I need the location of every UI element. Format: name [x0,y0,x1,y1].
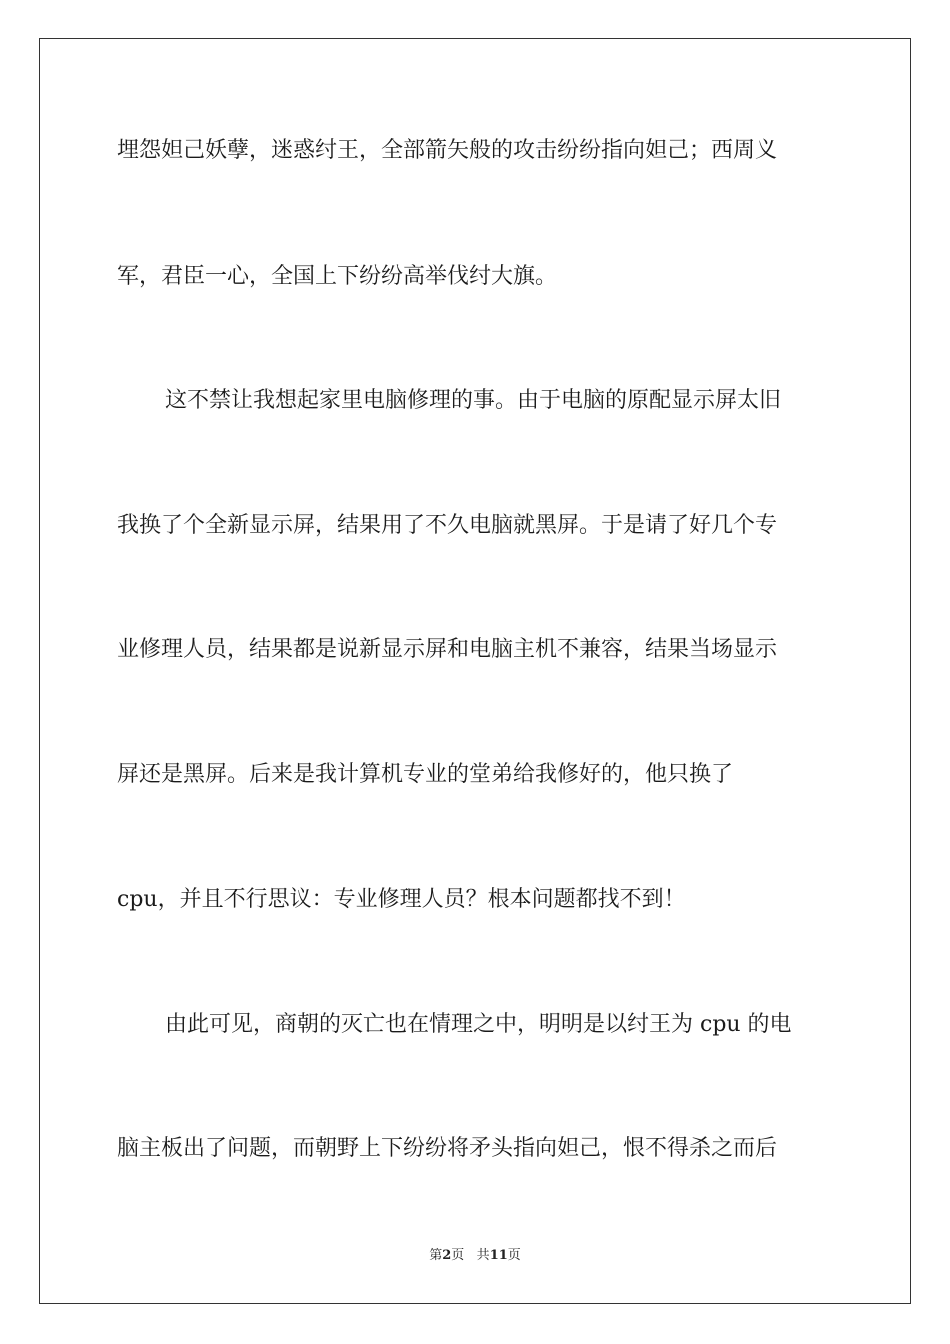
text-line: 业修理人员，结果都是说新显示屏和电脑主机不兼容，结果当场显示 [117,637,778,662]
page-footer [0,1247,950,1265]
text-line: cpu，并且不行思议：专业修理人员？根本问题都找不到！ [117,887,686,912]
text-line: 军，君臣一心，全国上下纷纷高举伐纣大旗。 [117,264,558,289]
total-pages: 11 [489,1248,508,1263]
text-line: 脑主板出了问题，而朝野上下纷纷将矛头指向妲己，恨不得杀之而后 [117,1136,778,1161]
total-suffix: 页 [507,1248,521,1263]
text-line: 由此可见，商朝的灭亡也在情理之中，明明是以纣王为 cpu 的电 [165,1012,792,1037]
page-number: 2 [442,1248,452,1263]
page-suffix: 页 [451,1248,465,1263]
text-line: 埋怨妲己妖孽，迷惑纣王，全部箭矢般的攻击纷纷指向妲己；西周义 [117,138,778,163]
total-prefix: 共 [476,1248,490,1263]
text-line: 这不禁让我想起家里电脑修理的事。由于电脑的原配显示屏太旧 [165,388,782,413]
text-line: 我换了个全新显示屏，结果用了不久电脑就黑屏。于是请了好几个专 [117,513,778,538]
page-prefix: 第 [429,1248,443,1263]
text-line: 屏还是黑屏。后来是我计算机专业的堂弟给我修好的，他只换了 [117,762,734,787]
page-border [39,38,911,1304]
